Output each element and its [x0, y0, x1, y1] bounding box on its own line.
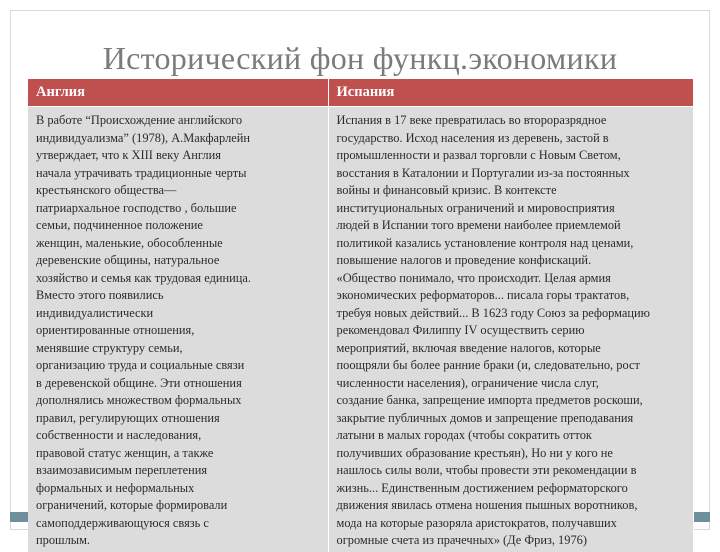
text-line: жизнь... Единственным достижением реформаторского [336, 480, 628, 495]
text-line: поощряли бы более ранние браки (и, следовательно, рост [336, 358, 640, 372]
text-line: дополнялись множеством формальных [36, 393, 242, 407]
text-line: численности населения), ограничение числа слуг, [336, 375, 599, 390]
header-spain: Испания [328, 79, 693, 107]
text-line: менявшие структуру семьи, [36, 340, 183, 355]
comparison-table [28, 79, 694, 552]
text-line: закрытие публичных домов и запрещение преподавания [336, 410, 634, 425]
text-line: правовой статус женщин, а также [36, 445, 214, 460]
text-line: Вместо этого появились [36, 288, 164, 302]
text-line: в деревенской общине. Эти отношения [36, 375, 242, 390]
text-line: нашлось силы воли, чтобы провести эти рекомендации в [336, 463, 637, 477]
text-line: ориентированные отношения, [36, 323, 195, 337]
text-line: войны и финансовый кризис. В контексте [336, 183, 557, 197]
text-line: государство. Исход населения из деревень, застой в [336, 130, 609, 145]
text-line: латыни в малых городах (чтобы сократить отток [336, 428, 592, 442]
text-line: людей в Испании того времени наиболее приемлемой [336, 218, 621, 232]
text-line: собственности и наследования, [36, 428, 202, 442]
text-line: утверждает, что к XIII веку Англия [36, 148, 221, 162]
slide-title: Исторический фон функц.экономики [102, 40, 618, 76]
text-line: деревенские общины, натуральное [36, 253, 220, 267]
text-line: правил, регулирующих отношения [36, 410, 220, 425]
text-line: повышение налогов и проведение конфискаций. [336, 253, 592, 267]
text-line: движения явилась отмена ношения пышных воротников, [336, 498, 638, 512]
text-line: мода на которые разоряла аристократов, получавших [336, 515, 617, 530]
text-line: создание банка, запрещение импорта предметов роскоши, [336, 393, 643, 407]
text-line: «Общество понимало, что происходит. Целая армия [336, 270, 611, 285]
text-line: Испания в 17 веке превратилась во второразрядное [336, 113, 607, 127]
text-line: требуя новых действий... В 1623 году Союз за реформацию [336, 305, 650, 320]
text-line: патриархальное господство , большие [36, 200, 237, 215]
text-line: получивших образование крестьян), Но ни у кого не [336, 445, 613, 460]
text-line: хозяйство и семья как трудовая единица. [36, 270, 251, 285]
text-line: самоподдерживающуюся связь с [36, 515, 209, 530]
table-header-row [28, 79, 693, 107]
text-line: взаимозависимым переплетения [36, 463, 208, 477]
text-line: ограничений, которые формировали [36, 498, 228, 512]
text-line: мероприятий, включая введение налогов, которые [336, 340, 601, 355]
text-line: организацию труда и социальные связи [36, 358, 245, 372]
table-row [28, 107, 693, 552]
text-line: рекомендовал Филиппу IV осуществить серию [336, 323, 585, 337]
text-line: индивидуализма” (1978), А.Макфарлейн [36, 130, 251, 145]
text-line: женщин, маленькие, обособленные [36, 235, 223, 250]
text-line: институциональных ограничений и мировосприятия [336, 200, 615, 215]
text-line: начала утрачивать традиционные черты [36, 165, 247, 180]
text-line: восстания в Каталонии и Португалии из-за постоянных [336, 165, 630, 180]
cell-england-text [28, 107, 328, 552]
text-line: крестьянского общества— [36, 183, 177, 197]
text-line: политикой казались установление контроля над ценами, [336, 235, 634, 250]
text-line: В работе “Происхождение английского [36, 113, 243, 127]
text-line: огромные счета из прачечных» (Де Фриз, 1976) [336, 533, 587, 547]
cell-spain-text [328, 107, 693, 552]
text-line: экономических реформаторов... писала горы трактатов, [336, 288, 630, 302]
header-england: Англия [28, 79, 328, 107]
text-line: промышленности и развал торговли с Новым Светом, [336, 148, 621, 162]
text-line: формальных и неформальных [36, 480, 195, 495]
text-line: прошлым. [36, 533, 91, 547]
text-line: индивидуалистически [36, 305, 154, 320]
text-line: семьи, подчиненное положение [36, 218, 203, 232]
